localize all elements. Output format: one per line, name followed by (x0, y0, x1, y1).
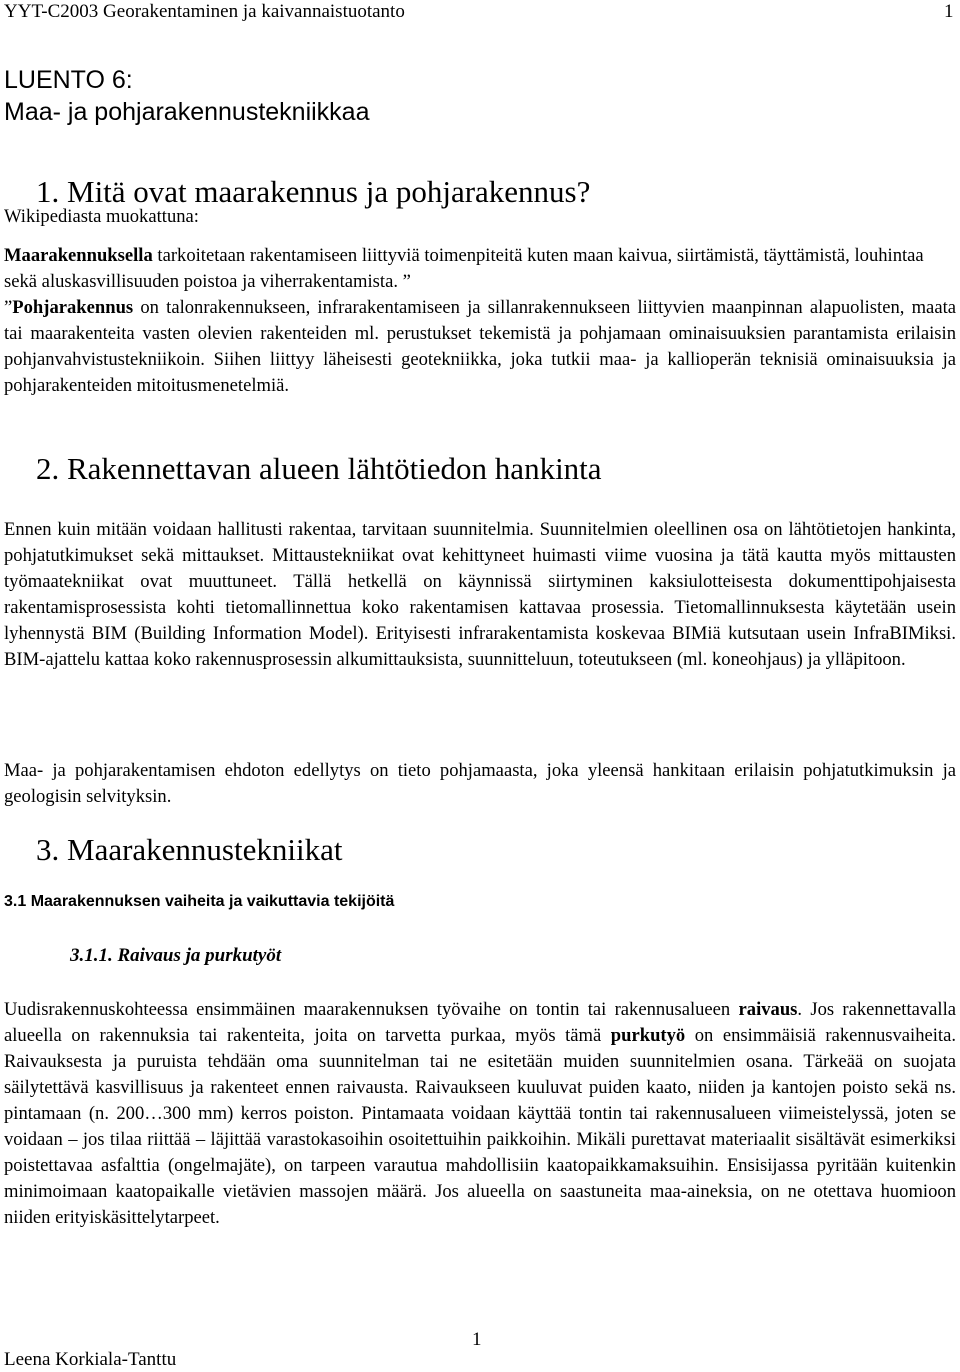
section1-p2-text: on talonrakennukseen, infrarakentamiseen ja sillanrakennukseen liittyvien maanpinnan alapuolisten, maata tai maarakenteita vasten olevien rakenteiden ml. perustukset tekemistä ja pohjamaan ominaisuuksien parantamista erilaisin pohjanvahvistustekniikoin. Siihen liittyy läheisesti geotekniikka, joka tutkii maa- ja kallioperän teknisiä ominaisuuksia ja pohjarakenteiden mitoitusmenetelmiä. (4, 297, 956, 396)
section2-paragraph-2: Maa- ja pohjarakentamisen ehdoton edellytys on tieto pohjamaasta, joka yleensä hankitaan erilaisin pohjatutkimuksin ja geologisin selvityksin. (4, 760, 956, 807)
footer-author: Leena Korkiala-Tanttu (4, 1349, 177, 1370)
header-course-title: YYT-C2003 Georakentaminen ja kaivannaistuotanto (4, 1, 405, 22)
section1-paragraph-pohjarakennus (4, 295, 956, 399)
raivaus-text-b: . Jos rakennettavalla alueella on rakennuksia tai rakenteita, joita on tarvetta purkaa, myös tämä (4, 999, 956, 1046)
term-maarakennuksella: Maarakennuksella (4, 245, 153, 266)
raivaus-text-c: on ensimmäisiä rakennusvaiheita. Raivauksesta ja puruista tehdään oma suunnitelman tai ne esitetään muiden suunnitelmien osana. Tärkeää on suojata säilytettävä kasvillisuus ja rakenteet ennen raivausta. Raivaukseen kuuluvat puiden kaato, niiden ja kantojen poisto sekä ns. pintamaan (n. 200…300 mm) kerros poiston. Pintamaata voidaan käyttää tontin tai rakennusalueen viimeistelyssä, joten se voidaan – jos tilaa riittää – läjittää varastokasoihin osoitettuihin paikkoihin. Mikäli purettavat materiaalit sisältävät esimerkiksi poistettavaa asfalttia (ongelmajäte), on tarpeen varautua mahdollisiin kaatopaikkamaksuihin. Ensisijassa pyritään kuitenkin minimoimaan kaatopaikalle vietävien massojen määrä. Jos alueella on saastuneita maa-aineksia, on ne otettava huomioon niiden erityiskäsittelytarpeet. (4, 1025, 956, 1228)
raivaus-text-a: Uudisrakennuskohteessa ensimmäinen maarakennuksen työvaihe on tontin tai rakennusalueen (4, 999, 739, 1020)
lecture-title-line1: LUENTO 6: (4, 66, 133, 94)
section1-paragraph-maarakennus (4, 243, 956, 295)
section3-heading: 3. Maarakennustekniikat (36, 832, 343, 867)
footer-page-number: 1 (472, 1329, 482, 1350)
lecture-title (4, 64, 370, 128)
section1-p2-open-quote: ” (4, 297, 13, 318)
term-raivaus: raivaus (738, 999, 798, 1020)
term-pohjarakennus: Pohjarakennus (12, 297, 134, 318)
section2-heading: 2. Rakennettavan alueen lähtötiedon hankinta (36, 451, 602, 486)
section2-paragraph-1: Ennen kuin mitään voidaan hallitusti rakentaa, tarvitaan suunnitelmia. Suunnitelmien oleellinen osa on lähtötietojen hankinta, pohjatutkimukset sekä mittaukset. Mittaustekniikat ovat kehittyneet huimasti viime vuosina ja tätä kautta myös mittausten työmaatekniikat ovat muuttuneet. Tällä hetkellä on käynnissä siirtyminen kaksiulotteisesta dokumenttipohjaisesta rakentamisprosessista kohti tietomallinnettua koko rakentamisen kattavaa prosessia. Tietomallinnuksesta käytetään usein lyhennystä BIM (Building Information Model). Erityisesti infrarakentamista koskevaa BIMiä kutsutaan usein InfraBIMiksi. BIM-ajattelu kattaa koko rakennusprosessin alkumittauksista, suunnitteluun, toteutukseen (ml. koneohjaus) ja ylläpitoon. (4, 519, 956, 670)
section3-paragraph-raivaus (4, 997, 956, 1231)
section1-p1-text: tarkoitetaan rakentamiseen liittyviä toimenpiteitä kuten maan kaivua, siirtämistä, täyttämistä, louhintaa sekä aluskasvillisuuden poistoa ja viherrakentamista. ” (4, 245, 924, 292)
term-purkutyo: purkutyö (610, 1025, 686, 1046)
section1-heading: 1. Mitä ovat maarakennus ja pohjarakennus? (36, 174, 591, 209)
header-page-number: 1 (944, 1, 954, 22)
section3-1-heading: 3.1 Maarakennuksen vaiheita ja vaikuttavia tekijöitä (4, 893, 395, 910)
lecture-title-line2: Maa- ja pohjarakennustekniikkaa (4, 98, 370, 126)
section3-1-1-heading: 3.1.1. Raivaus ja purkutyöt (70, 945, 282, 966)
section1-source: Wikipediasta muokattuna: (4, 206, 199, 227)
